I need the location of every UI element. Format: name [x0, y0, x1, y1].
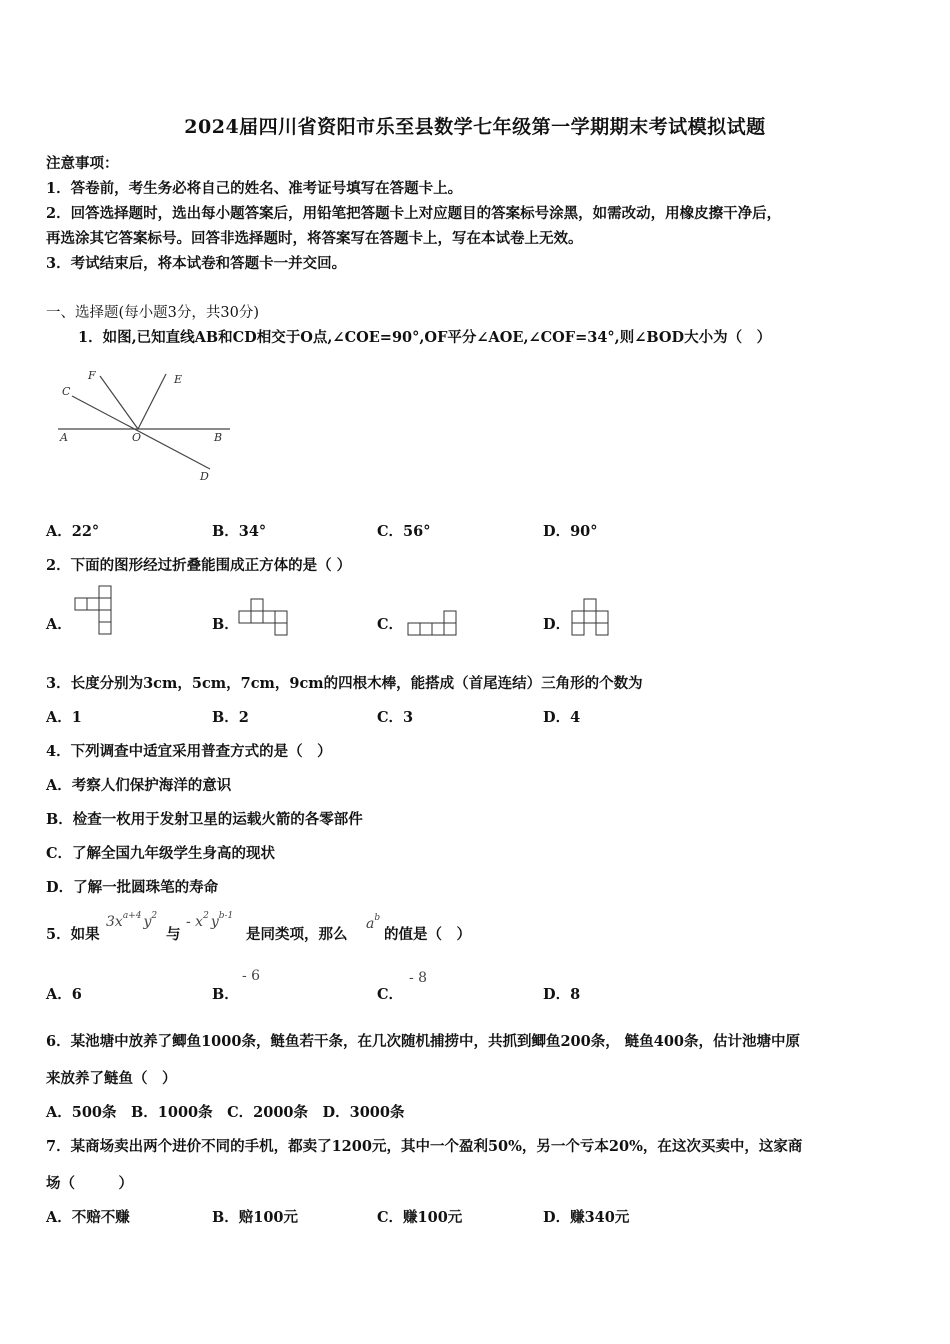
q6-stem-line1: 6．某池塘中放养了鲫鱼1000条，鲢鱼若干条，在几次随机捕捞中，共抓到鲫鱼200条， 鲢鱼400条，估计池塘中原	[46, 1033, 801, 1050]
label-a: A	[60, 431, 68, 444]
notice-item: 2．回答选择题时，选出每小题答案后，用铅笔把答题卡上对应题目的答案标号涂黑，如需改动，用橡皮擦干净后，	[46, 205, 782, 222]
q1-option-d: D．90°	[543, 523, 598, 540]
label-e: E	[174, 373, 183, 386]
notice-heading: 注意事项：	[46, 155, 119, 172]
q6-options: A．500条 B．1000条 C．2000条 D．3000条	[46, 1104, 405, 1121]
q5-term2	[186, 911, 234, 930]
page-title: 2024届四川省资阳市乐至县数学七年级第一学期期末考试模拟试题	[184, 116, 766, 138]
q5-power-exp: b	[374, 913, 381, 923]
q4-option-a: A．考察人们保护海洋的意识	[46, 777, 232, 794]
q6-stem-line2: 来放养了鲢鱼（ ）	[46, 1070, 177, 1087]
q4-stem: 4．下列调查中适宜采用普查方式的是（ ）	[46, 743, 332, 760]
q5-term1	[106, 911, 158, 930]
q2-net-c	[404, 610, 460, 638]
q4-option-c: C．了解全国九年级学生身高的现状	[46, 845, 276, 862]
q2-option-c: C．	[377, 616, 404, 633]
q2-option-b: B．	[212, 616, 239, 633]
q2-stem: 2．下面的图形经过折叠能围成正方体的是（ ）	[46, 557, 352, 574]
q7-option-c: C．赚100元	[377, 1209, 463, 1226]
q2-net-a	[74, 585, 114, 637]
q5-term2-y: y	[210, 914, 219, 930]
q5-term2-xexp: 2	[203, 911, 209, 921]
q7-option-a: A．不赔不赚	[46, 1209, 130, 1226]
q3-option-d: D．4	[543, 709, 581, 726]
label-c: C	[62, 385, 71, 398]
q7-stem-line1: 7．某商场卖出两个进价不同的手机，都卖了1200元，其中一个盈利50%，另一个亏本20%，在这次买卖中，这家商	[46, 1138, 803, 1155]
q5-term2-yexp: b-1	[218, 911, 234, 921]
q7-option-b: B．赔100元	[212, 1209, 299, 1226]
q2-option-d: D．	[543, 616, 571, 633]
q5-term1-coef: 3x	[106, 914, 123, 930]
q1-figure	[50, 362, 240, 487]
q5-term1-y: y	[143, 914, 152, 930]
q3-option-b: B．2	[212, 709, 249, 726]
q2-net-b	[238, 598, 294, 638]
notice-item: 再选涂其它答案标号。回答非选择题时，将答案写在答题卡上，写在本试卷上无效。	[46, 230, 583, 247]
q5-term1-xexp: a+4	[122, 911, 142, 921]
q1-option-c: C．56°	[377, 523, 431, 540]
q5-option-b-value: - 6	[242, 968, 261, 984]
q1-option-a: A．22°	[46, 523, 100, 540]
q3-option-c: C．3	[377, 709, 414, 726]
q5-term1-yexp: 2	[151, 911, 158, 921]
q5-option-a: A．6	[46, 986, 82, 1003]
q5-option-c: C．	[377, 986, 404, 1003]
ray-oe	[138, 374, 166, 429]
section-heading: 一、选择题(每小题3分，共30分)	[46, 305, 259, 321]
label-o: O	[132, 431, 142, 444]
label-d: D	[200, 470, 209, 483]
q5-power	[366, 913, 381, 932]
q4-option-b: B．检查一枚用于发射卫星的运载火箭的各零部件	[46, 811, 363, 828]
notice-item: 1．答卷前，考生务必将自己的姓名、准考证号填写在答题卡上。	[46, 180, 463, 197]
q7-option-d: D．赚340元	[543, 1209, 630, 1226]
q5-option-c-value: - 8	[409, 970, 428, 986]
q2-net-d	[570, 598, 614, 638]
q5-power-base: a	[366, 916, 375, 932]
label-b: B	[214, 431, 223, 444]
q7-stem-line2: 场（ ）	[46, 1175, 133, 1192]
q5-connector: 与	[166, 926, 181, 943]
q1-option-b: B．34°	[212, 523, 267, 540]
q5-option-d: D．8	[543, 986, 581, 1003]
notice-item: 3．考试结束后，将本试卷和答题卡一并交回。	[46, 255, 347, 272]
label-f: F	[88, 369, 96, 382]
q5-suffix: 的值是（ ）	[384, 926, 471, 943]
q1-stem: 1．如图,已知直线AB和CD相交于O点,∠COE=90°,OF平分∠AOE,∠COF=34°,则∠BOD大小为（ ）	[78, 329, 772, 346]
q5-middle: 是同类项，那么	[246, 926, 348, 943]
q3-option-a: A．1	[46, 709, 82, 726]
q3-stem: 3．长度分别为3cm，5cm，7cm，9cm的四根木棒，能搭成（首尾连结）三角形的个数为	[46, 675, 643, 692]
q5-prefix: 5．如果	[46, 926, 100, 943]
q5-option-b: B．	[212, 986, 239, 1003]
q4-option-d: D．了解一批圆珠笔的寿命	[46, 879, 219, 896]
q5-term2-coef: - x	[186, 914, 204, 930]
q2-option-a: A．	[46, 616, 72, 633]
